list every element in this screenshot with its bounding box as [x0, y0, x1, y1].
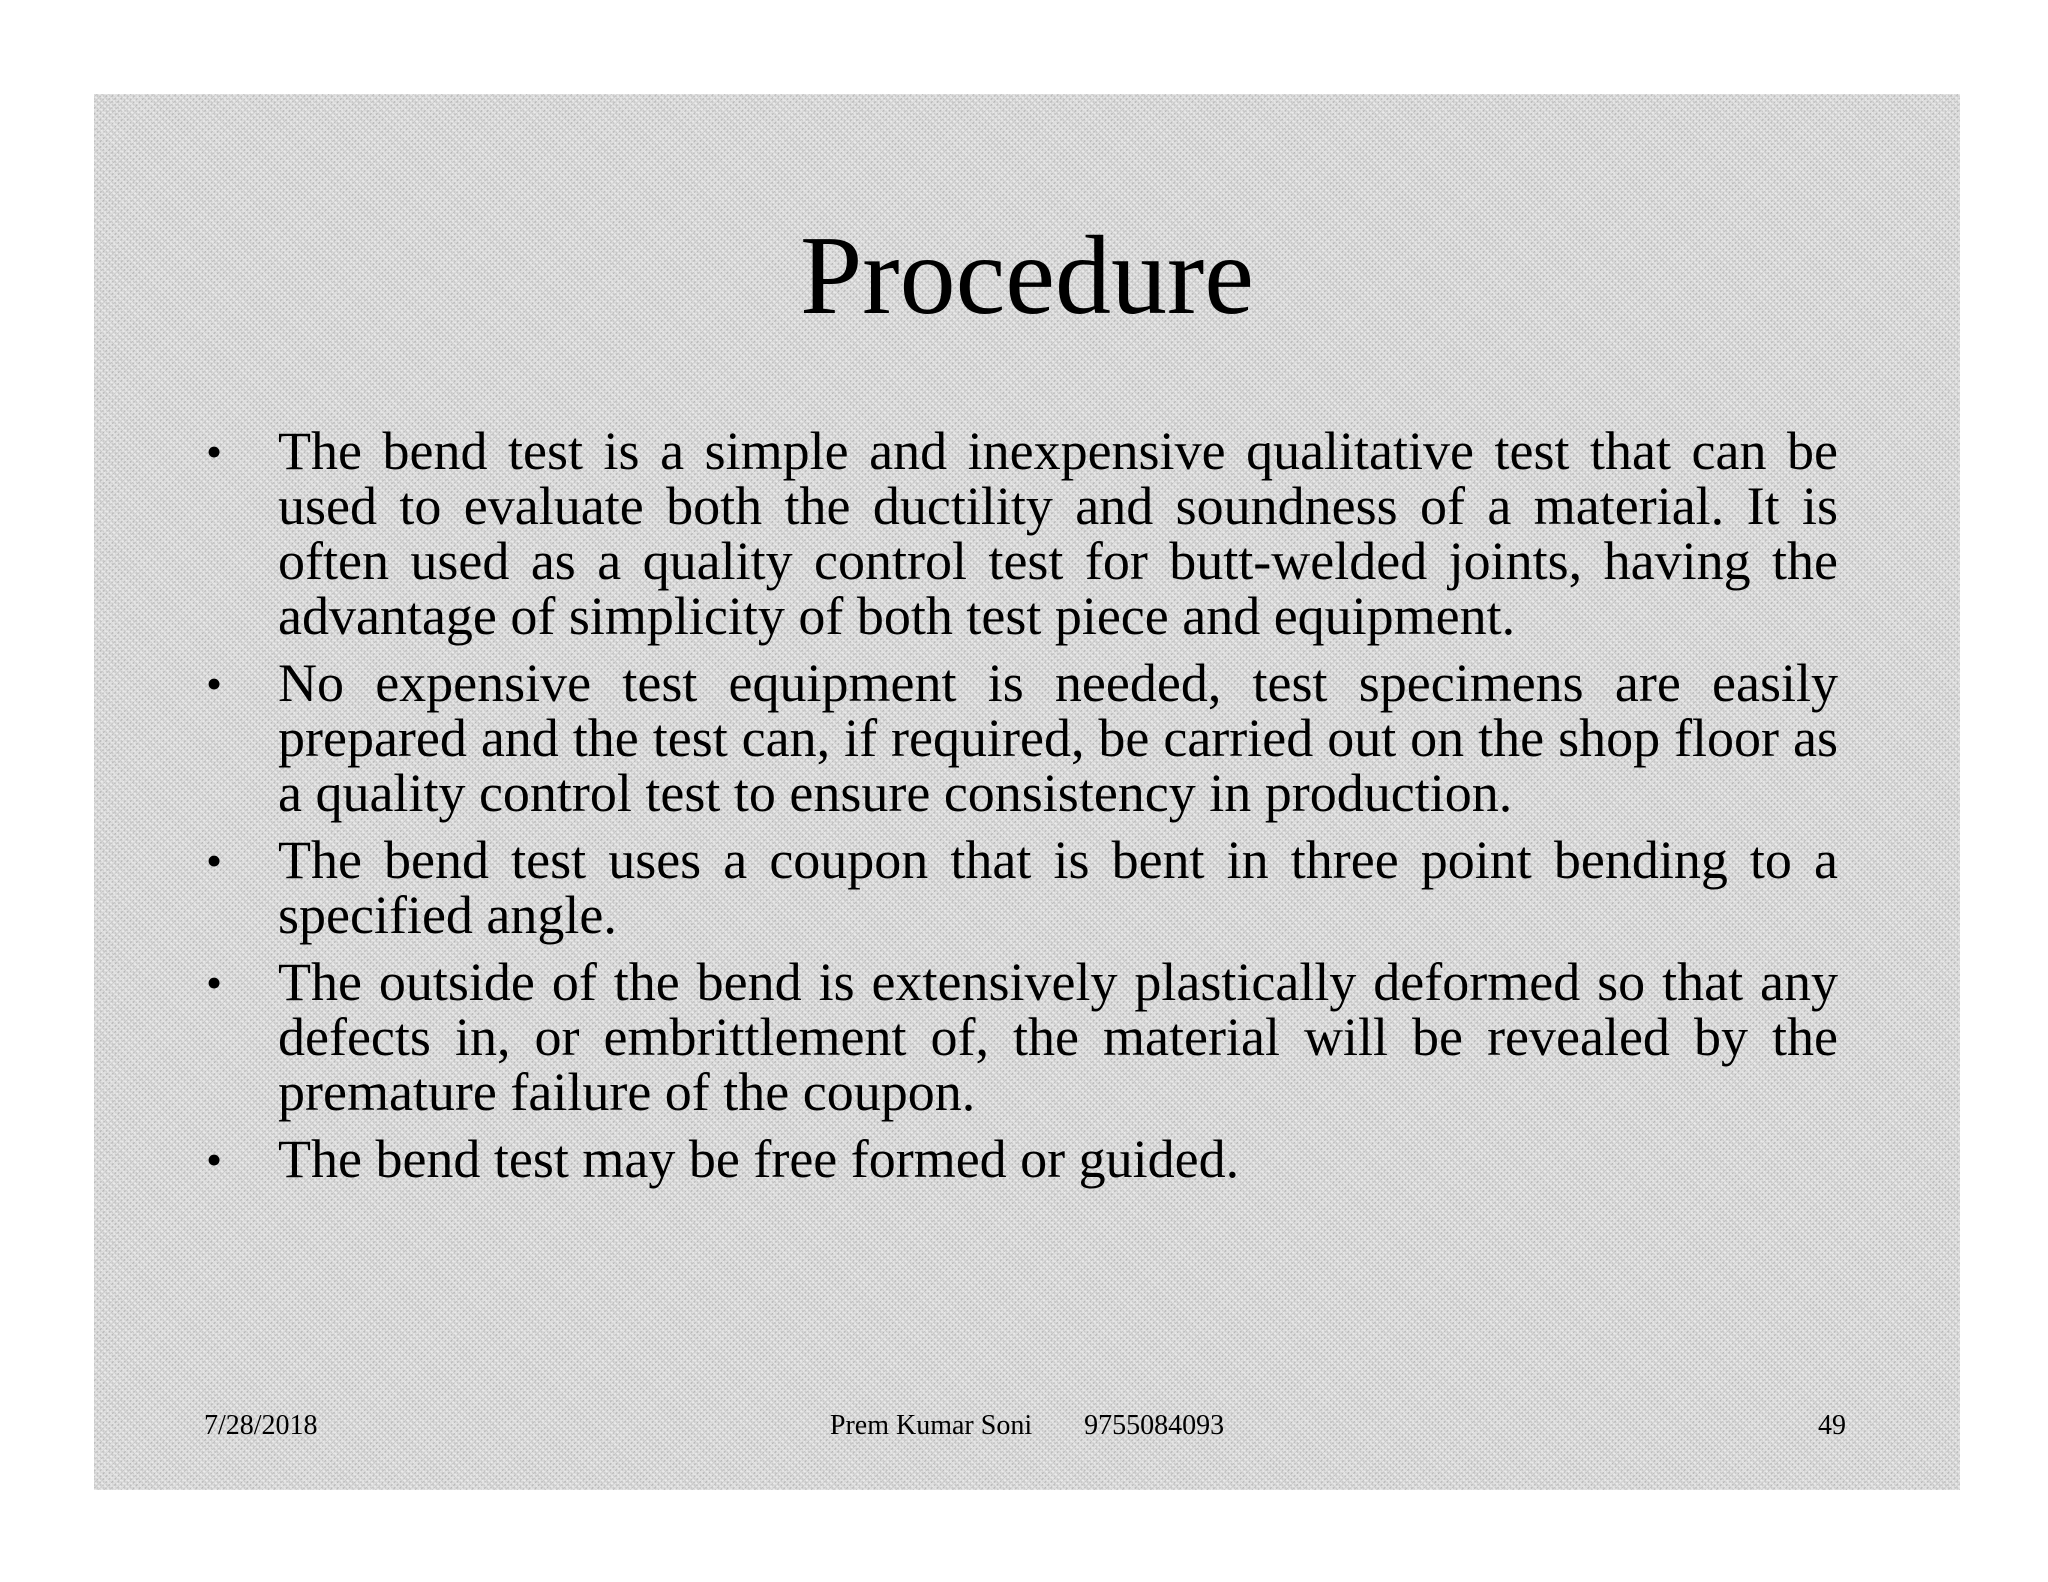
bullet-item [198, 952, 1838, 1122]
page-number: 49 [1818, 1410, 1846, 1441]
bullet-icon: • [206, 957, 223, 1008]
footer-phone: 9755084093 [1084, 1410, 1225, 1441]
footer-date: 7/28/2018 [204, 1410, 318, 1441]
bullet-item [198, 830, 1838, 945]
slide-title: Procedure [799, 214, 1254, 338]
bullet-icon: • [206, 658, 223, 709]
bullet-text: The outside of the bend is extensively plastically deformed so that any defects in, or embrittlement of, the material will be revealed by the premature failure of the coupon. [278, 952, 1838, 1122]
bullet-icon: • [206, 835, 223, 886]
bullet-icon: • [206, 426, 223, 477]
slide [94, 94, 1960, 1490]
bullet-item [198, 653, 1838, 823]
bullet-text: The bend test is a simple and inexpensive qualitative test that can be used to evaluate both the ductility and soundness of a material. It is often used as a quality control test for butt-welded joints, having the advantage of simplicity of both test piece and equipment. [278, 421, 1838, 646]
bullet-text: The bend test uses a coupon that is bent in three point bending to a specified angle. [278, 830, 1838, 945]
bullet-text: No expensive test equipment is needed, test specimens are easily prepared and the test can, if required, be carried out on the shop floor as a quality control test to ensure consistency in production. [278, 653, 1838, 823]
footer-center [94, 1410, 1960, 1442]
bullet-item [198, 421, 1838, 646]
footer-author: Prem Kumar Soni [829, 1410, 1033, 1441]
bullet-text: The bend test may be free formed or guided. [278, 1129, 1240, 1189]
bullet-list [198, 421, 1838, 1199]
bullet-item [198, 1129, 1838, 1189]
bullet-icon: • [206, 1134, 223, 1185]
